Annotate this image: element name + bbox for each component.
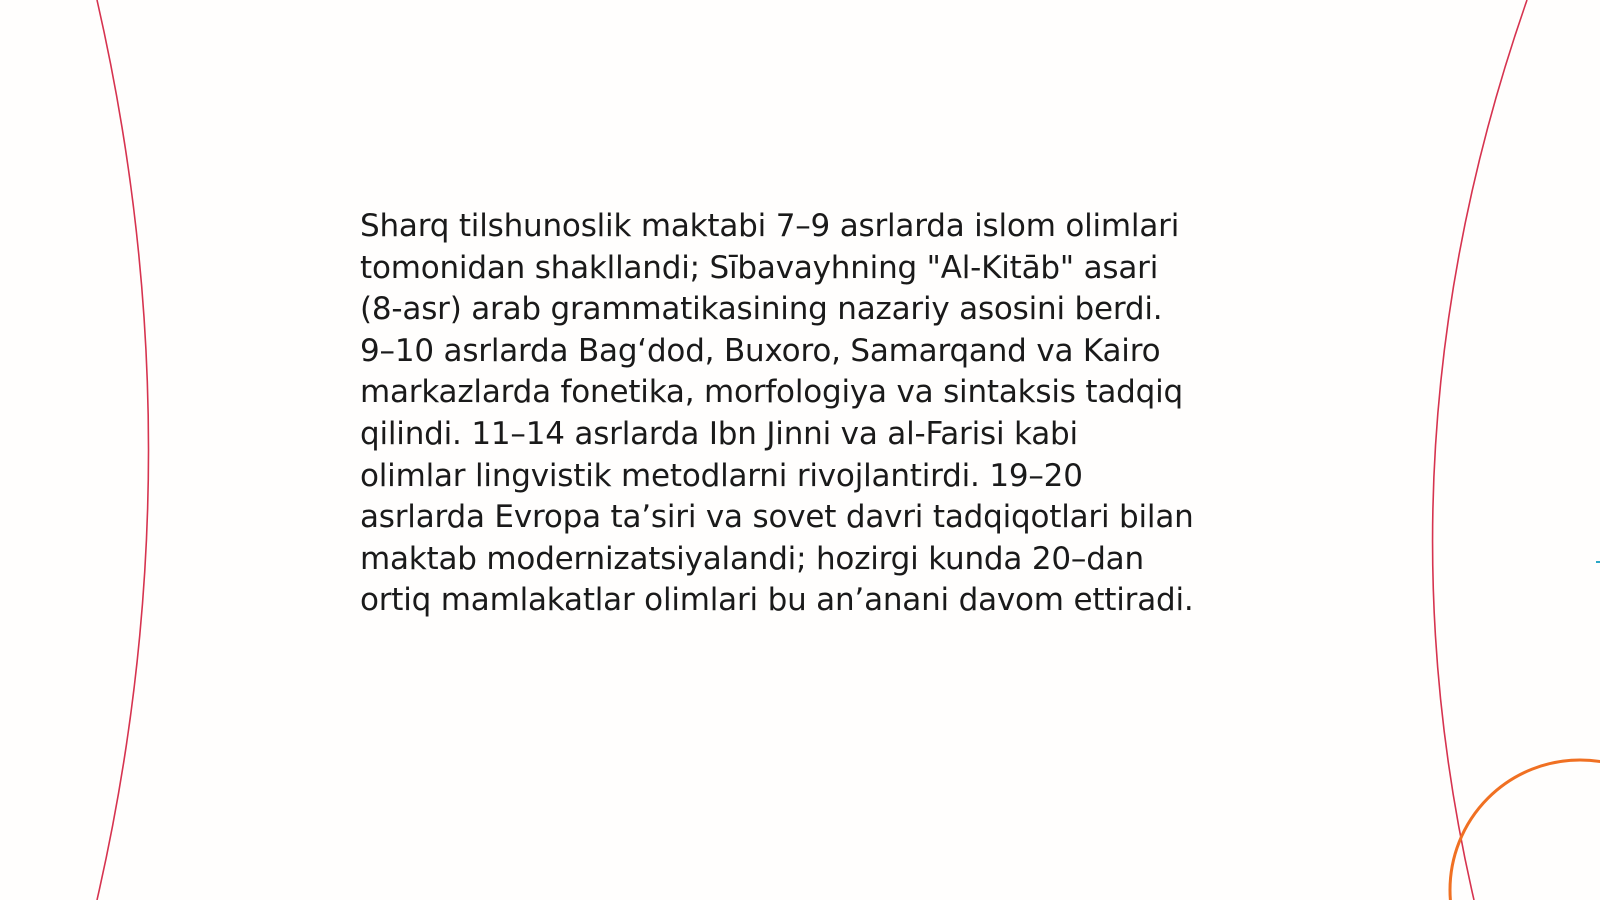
slide-body-text: Sharq tilshunoslik maktabi 7–9 asrlarda islom olimlari tomonidan shakllandi; Sībavayhning "Al-Kitāb" asari (8-asr) arab grammatikasining nazariy asosini berdi. 9–10 asrlarda Bag‘dod, Buxoro, Samarqand va Kairo markazlarda fonetika, morfologiya va sintaksis tadqiq qilindi. 11–14 asrlarda Ibn Jinni va al-Farisi kabi olimlar lingvistik metodlarni rivojlantirdi. 19–20 asrlarda Evropa ta’siri va sovet davri tadqiqotlari bilan maktab modernizatsiyalandi; hozirgi kunda 20–dan ortiq mamlakatlar olimlari bu an’anani davom ettiradi. bbox=[360, 208, 1194, 619]
left-arc-line bbox=[97, 0, 149, 900]
orange-ring bbox=[1450, 760, 1600, 900]
right-arc-line bbox=[1433, 0, 1527, 900]
